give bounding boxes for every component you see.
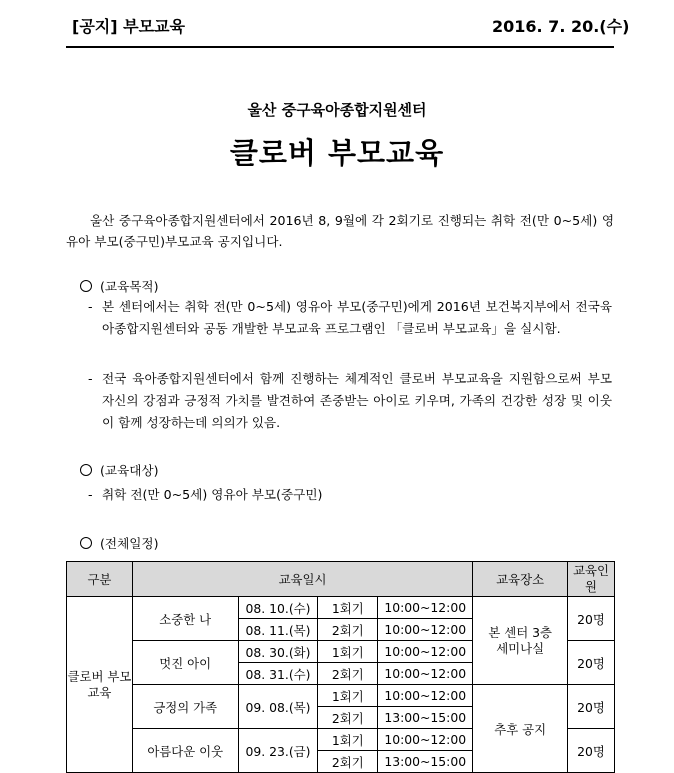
circle-bullet-icon [80,280,92,292]
section-purpose-label: (교육목적) [100,279,159,294]
section-target-label: (교육대상) [100,463,159,478]
session-time: 13:00~15:00 [378,751,473,773]
session-time: 10:00~12:00 [378,641,473,663]
session-round: 2회기 [318,663,378,685]
session-time: 10:00~12:00 [378,619,473,641]
capacity-cell: 20명 [568,729,615,773]
dash-bullet: - [88,487,93,502]
session-round: 1회기 [318,685,378,707]
circle-bullet-icon [80,537,92,549]
table-row [67,597,615,619]
session-date: 09. 23.(금) [238,729,318,773]
program-name: 멋진 아이 [132,641,238,685]
session-date: 09. 08.(목) [238,685,318,729]
session-time: 13:00~15:00 [378,707,473,729]
document-title: 클로버 부모교육 [229,136,445,170]
capacity-cell: 20명 [568,685,615,729]
table-header-row [67,562,615,597]
purpose-bullet [88,296,612,340]
header-capacity: 교육인원 [568,562,615,597]
section-schedule-label: (전체일정) [100,536,159,551]
dash-bullet: - [88,299,93,314]
table-row [67,685,615,707]
session-round: 1회기 [318,597,378,619]
session-date: 08. 31.(수) [238,663,318,685]
capacity-cell: 20명 [568,641,615,685]
session-round: 1회기 [318,729,378,751]
capacity-cell: 20명 [568,597,615,641]
schedule-table [66,561,615,773]
header-place: 교육장소 [473,562,568,597]
purpose-bullet-text: 본 센터에서는 취학 전(만 0~5세) 영유아 부모(중구민)에게 2016년 보건복지부에서 전국육아종합지원센터와 공동 개발한 부모교육 프로그램인 「클로버 부모교육」을 실시함. [102,299,612,336]
session-time: 10:00~12:00 [378,597,473,619]
session-date: 08. 10.(수) [238,597,318,619]
program-name: 아름다운 이웃 [132,729,238,773]
category-cell: 클로버 부모교육 [67,597,133,773]
section-schedule-heading [80,533,159,552]
intro-paragraph: 울산 중구육아종합지원센터에서 2016년 8, 9월에 각 2회기로 진행되는 취학 전(만 0~5세) 영유아 부모(중구민)부모교육 공지입니다. [66,213,614,249]
purpose-bullet-text: 전국 육아종합지원센터에서 함께 진행하는 체계적인 클로버 부모교육을 지원함으로써 부모 자신의 강점과 긍정적 가치를 발견하여 존중받는 아이로 키우며, 가족의 건강한 성장 및 이웃이 함께 성장하는데 의의가 있음. [102,371,612,430]
target-bullet [88,484,612,506]
session-round: 2회기 [318,619,378,641]
place-cell: 추후 공지 [473,685,568,773]
header-divider [66,46,614,48]
session-date: 08. 11.(목) [238,619,318,641]
purpose-bullet [88,368,612,434]
circle-bullet-icon [80,464,92,476]
program-name: 소중한 나 [132,597,238,641]
session-round: 2회기 [318,751,378,773]
notice-label: [공지] 부모교육 [72,17,185,36]
session-date: 08. 30.(화) [238,641,318,663]
header-category: 구분 [67,562,133,597]
section-purpose-heading [80,276,159,295]
session-time: 10:00~12:00 [378,663,473,685]
notice-date: 2016. 7. 20.(수) [492,17,630,36]
dash-bullet: - [88,371,93,386]
place-cell: 본 센터 3층 세미나실 [473,597,568,685]
session-time: 10:00~12:00 [378,729,473,751]
section-target-heading [80,460,159,479]
session-round: 1회기 [318,641,378,663]
program-name: 긍정의 가족 [132,685,238,729]
session-time: 10:00~12:00 [378,685,473,707]
target-bullet-text: 취학 전(만 0~5세) 영유아 부모(중구민) [102,487,323,502]
session-round: 2회기 [318,707,378,729]
organization-name: 울산 중구육아종합지원센터 [247,101,427,119]
header-datetime: 교육일시 [132,562,472,597]
